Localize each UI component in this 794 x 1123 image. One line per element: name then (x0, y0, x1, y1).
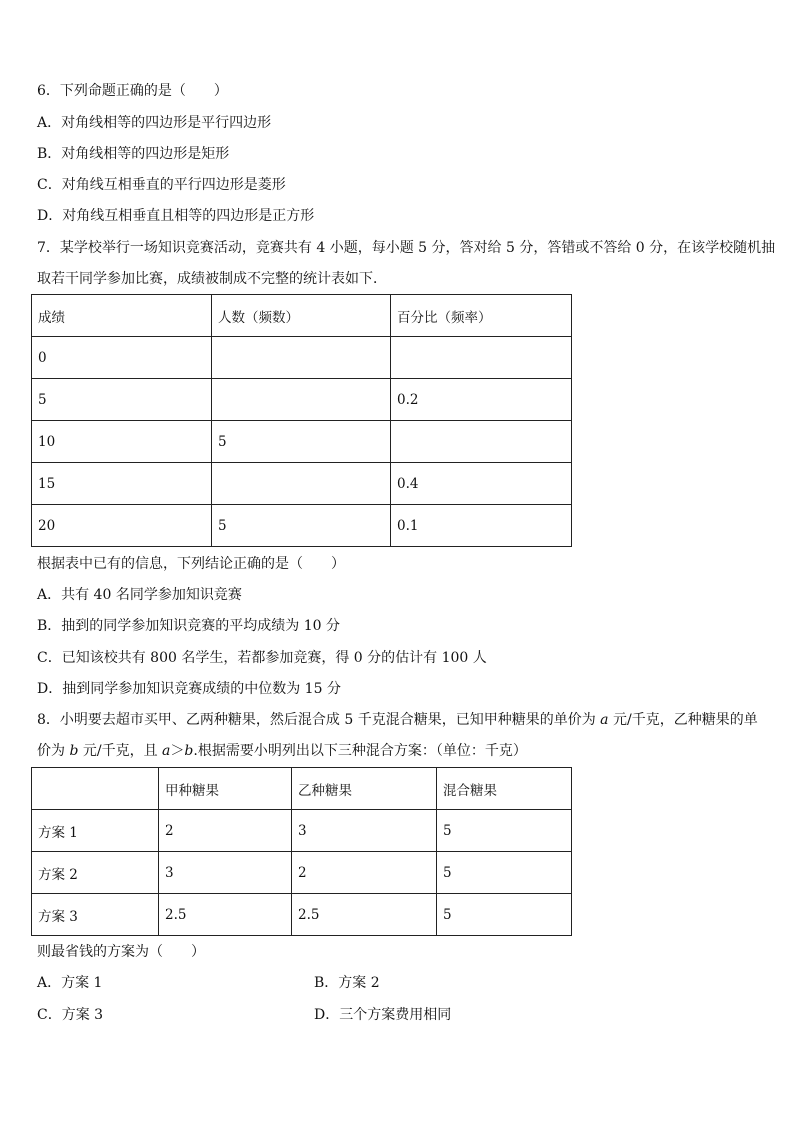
table-cell: 5 (437, 894, 572, 936)
q8-option-b: B．方案 2 (314, 975, 380, 991)
q8-stem-text: 元/千克，乙种糖果的单 (608, 712, 758, 728)
q6-option-a: A．对角线相等的四边形是平行四边形 (37, 115, 272, 131)
table-cell: 2 (292, 852, 437, 894)
q6-option-b: B．对角线相等的四边形是矩形 (37, 146, 230, 162)
variable-a: a (600, 712, 609, 728)
table-cell: 5 (212, 505, 391, 547)
table-cell: 0.1 (391, 505, 572, 547)
table-cell: 15 (32, 463, 212, 505)
table-cell: 5 (32, 379, 212, 421)
table-cell: 2.5 (292, 894, 437, 936)
q8-plan-table (31, 767, 572, 936)
q8-stem-line1 (37, 710, 758, 730)
q8-option-d: D．三个方案费用相同 (314, 1007, 452, 1023)
table-row (32, 379, 572, 421)
q7-option-c: C．已知该校共有 800 名学生，若都参加竞赛，得 0 分的估计有 100 人 (37, 650, 487, 666)
table-cell (212, 337, 391, 379)
table-row (32, 505, 572, 547)
table-row (32, 852, 572, 894)
table-header-cell: 甲种糖果 (159, 768, 292, 810)
table-cell: 方案 3 (32, 894, 159, 936)
table-header-cell (32, 768, 159, 810)
table-cell: 方案 1 (32, 810, 159, 852)
table-cell: 5 (437, 852, 572, 894)
table-cell (212, 463, 391, 505)
table-header-cell: 成绩 (32, 295, 212, 337)
table-cell: 2 (159, 810, 292, 852)
q7-score-table (31, 294, 572, 547)
q8-stem-text: 8．小明要去超市买甲、乙两种糖果，然后混合成 5 千克混合糖果，已知甲种糖果的单价为 (37, 712, 601, 728)
q8-option-a: A．方案 1 (37, 975, 103, 991)
table-cell: 0 (32, 337, 212, 379)
q7-option-d: D．抽到同学参加知识竞赛成绩的中位数为 15 分 (37, 681, 341, 697)
table-cell (212, 379, 391, 421)
table-row (32, 810, 572, 852)
table-header-cell: 混合糖果 (437, 768, 572, 810)
q7-stem-line1: 7．某学校举行一场知识竞赛活动，竞赛共有 4 小题，每小题 5 分，答对给 5 分，答错或不答给 0 分，在该学校随机抽 (37, 240, 776, 256)
table-cell: 3 (159, 852, 292, 894)
table-header-cell: 乙种糖果 (292, 768, 437, 810)
q6-option-c: C．对角线互相垂直的平行四边形是菱形 (37, 177, 286, 193)
table-row (32, 463, 572, 505)
table-cell: 2.5 (159, 894, 292, 936)
variable-b: b (69, 743, 79, 759)
q7-question: 根据表中已有的信息，下列结论正确的是（ ） (37, 556, 345, 572)
q8-option-c: C．方案 3 (37, 1007, 104, 1023)
table-cell: 20 (32, 505, 212, 547)
q7-option-a: A．共有 40 名同学参加知识竞赛 (37, 587, 242, 603)
table-cell (391, 337, 572, 379)
table-row (32, 337, 572, 379)
q7-stem-line2: 取若干同学参加比赛，成绩被制成不完整的统计表如下． (37, 271, 387, 287)
q6-option-d: D．对角线互相垂直且相等的四边形是正方形 (37, 208, 315, 224)
table-cell: 0.2 (391, 379, 572, 421)
table-header-cell: 人数（频数） (212, 295, 391, 337)
q7-option-b: B．抽到的同学参加知识竞赛的平均成绩为 10 分 (37, 618, 341, 634)
q8-stem-line2 (37, 741, 527, 761)
table-cell: 5 (437, 810, 572, 852)
table-header-row (32, 768, 572, 810)
q8-stem-text: .根据需要小明列出以下三种混合方案：（单位：千克） (193, 743, 527, 759)
table-row (32, 421, 572, 463)
q8-stem-text: 元/千克，且 (78, 743, 163, 759)
table-cell: 3 (292, 810, 437, 852)
table-row (32, 894, 572, 936)
q6-stem: 6．下列命题正确的是（ ） (37, 83, 228, 99)
comparison-operator: ＞ (170, 743, 185, 759)
table-cell: 5 (212, 421, 391, 463)
q8-question: 则最省钱的方案为（ ） (37, 944, 205, 960)
table-cell (391, 421, 572, 463)
variable-b: b (184, 743, 194, 759)
table-cell: 方案 2 (32, 852, 159, 894)
table-header-cell: 百分比（频率） (391, 295, 572, 337)
table-cell: 10 (32, 421, 212, 463)
q8-stem-text: 价为 (37, 743, 70, 759)
table-header-row (32, 295, 572, 337)
table-cell: 0.4 (391, 463, 572, 505)
variable-a: a (162, 743, 171, 759)
